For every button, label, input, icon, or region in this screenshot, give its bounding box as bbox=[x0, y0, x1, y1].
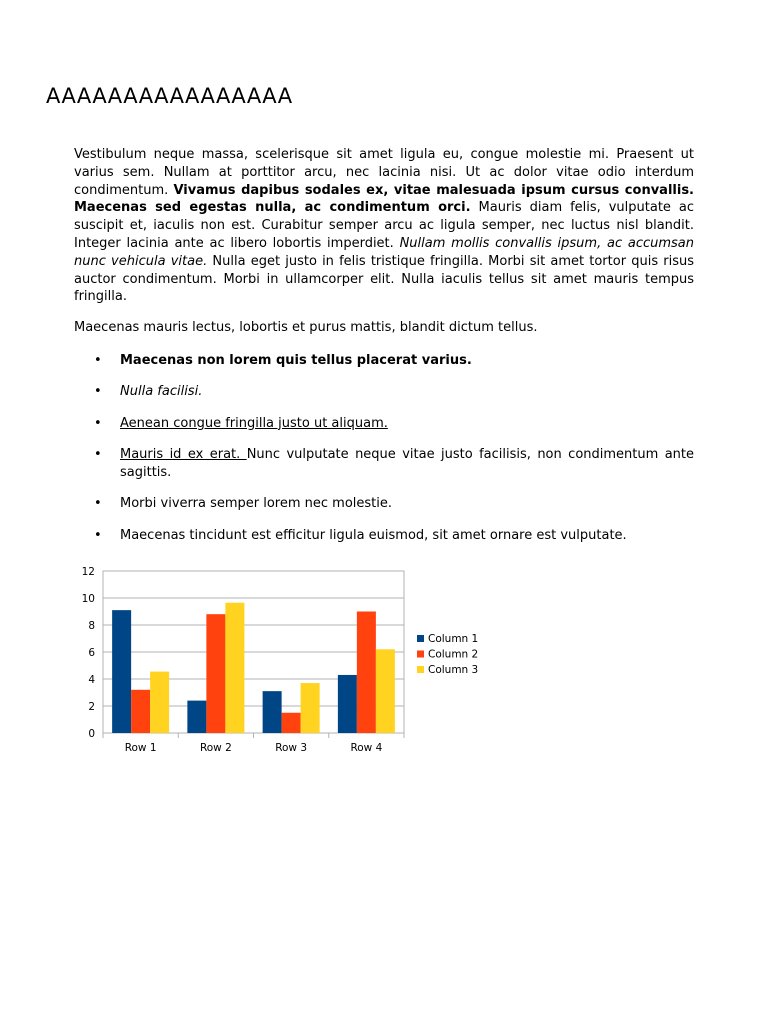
bar bbox=[150, 672, 169, 733]
document-title: AAAAAAAAAAAAAAAA bbox=[46, 84, 293, 108]
bar bbox=[225, 603, 244, 733]
bullet-list bbox=[74, 352, 694, 558]
y-tick-label: 4 bbox=[88, 674, 95, 686]
bullet-item-5-text: Morbi viverra semper lorem nec molestie. bbox=[120, 496, 393, 512]
bar bbox=[187, 701, 206, 733]
bullet-item-1-text: Maecenas non lorem quis tellus placerat varius. bbox=[120, 353, 472, 368]
body-paragraph-2: Maecenas mauris lectus, lobortis et purus mattis, blandit dictum tellus. bbox=[74, 320, 538, 335]
y-tick-label: 10 bbox=[81, 593, 95, 605]
body-paragraph-1 bbox=[74, 146, 694, 306]
x-tick-label: Row 4 bbox=[350, 742, 383, 754]
bar bbox=[338, 675, 357, 733]
bullet-item-1 bbox=[74, 352, 694, 370]
bar bbox=[263, 691, 282, 733]
legend-swatch bbox=[417, 635, 424, 642]
x-tick-label: Row 3 bbox=[275, 742, 308, 754]
bullet-item-3-text: Aenean congue fringilla justo ut aliquam. bbox=[120, 415, 388, 431]
x-tick-label: Row 2 bbox=[199, 742, 232, 754]
legend-swatch bbox=[417, 666, 424, 673]
y-tick-label: 12 bbox=[81, 566, 95, 578]
para1-text-3: Nulla eget justo in felis tristique fringilla. Morbi sit amet tortor quis risus auctor condimentum. Morbi in ullamcorper elit. Nulla iaculis tellus sit amet mauris tempus fringilla. bbox=[74, 253, 695, 305]
legend-swatch bbox=[417, 651, 424, 658]
bullet-item-4-underlined-text: Mauris id ex erat. bbox=[120, 447, 247, 463]
para1-text-1: Vestibulum neque massa, scelerisque sit amet ligula eu, congue molestie mi. Praesent ut varius sem. Nullam at porttitor arcu, nec lacinia nisi. Ut ac dolor vitae odio interdum condimentum. bbox=[74, 147, 694, 198]
para1-bold-text: Vivamus dapibus sodales ex, vitae malesuada ipsum cursus convallis. Maecenas sed egestas nulla, ac condimentum orci. bbox=[74, 182, 694, 216]
para1-italic-text: Nullam mollis convallis ipsum, ac accumsan nunc vehicula vitae. bbox=[74, 235, 695, 269]
bar bbox=[301, 683, 320, 733]
bullet-item-2-text: Nulla facilisi. bbox=[120, 384, 203, 400]
y-tick-label: 8 bbox=[88, 620, 95, 632]
bullet-item-4-text: Nunc vulputate neque vitae justo facilisis, non condimentum ante sagittis. bbox=[120, 447, 694, 480]
bar bbox=[131, 690, 150, 733]
y-tick-label: 6 bbox=[88, 647, 95, 659]
bar bbox=[357, 612, 376, 734]
bullet-item-6-text: Maecenas tincidunt est efficitur ligula euismod, sit amet ornare est vulputate. bbox=[120, 527, 627, 543]
bar bbox=[282, 713, 301, 733]
bar bbox=[206, 614, 225, 733]
legend-label: Column 1 bbox=[428, 633, 479, 645]
bullet-item-2 bbox=[74, 383, 694, 401]
bar-chart bbox=[60, 560, 500, 760]
y-tick-label: 2 bbox=[88, 701, 95, 713]
bullet-item-5 bbox=[74, 495, 694, 513]
bullet-item-3 bbox=[74, 415, 694, 433]
legend-label: Column 3 bbox=[428, 664, 479, 676]
legend-label: Column 2 bbox=[428, 648, 479, 661]
bar bbox=[112, 610, 131, 733]
bar bbox=[376, 649, 395, 733]
bullet-item-6 bbox=[74, 527, 694, 545]
y-tick-label: 0 bbox=[88, 728, 95, 740]
bullet-item-4 bbox=[74, 446, 694, 482]
para1-text-2: Mauris diam felis, vulputate ac suscipit et, iaculis non est. Curabitur semper arcu ac ligula semper, nec luctus nisl blandit. Integer lacinia ante ac libero lobortis imperdiet. bbox=[74, 200, 694, 251]
x-tick-label: Row 1 bbox=[124, 742, 157, 754]
